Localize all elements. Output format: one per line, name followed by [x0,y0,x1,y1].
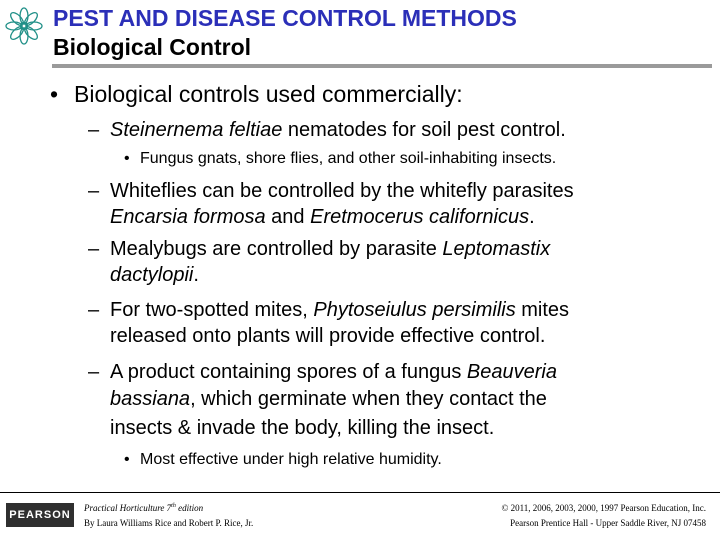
pearson-logo: PEARSON [6,503,74,527]
flower-icon [4,6,44,46]
list-item-mites [88,298,570,323]
sub-item-beauveria [124,450,442,470]
item-text: Whiteflies can be controlled by the whitefly parasites [110,180,574,202]
dash-marker: – [88,361,100,383]
dash-marker: – [88,119,100,141]
item-text: insects & invade the body, killing the insect. [110,417,495,439]
species-name: Eretmocerus californicus [310,206,530,228]
book-authors: By Laura Williams Rice and Robert P. Rice, Jr. [84,518,254,528]
species-name: Encarsia formosa [110,206,266,228]
list-item-beauveria [88,360,557,385]
item-text: , which germinate when they contact the [190,388,547,410]
list-item-steinernema [88,118,566,143]
item-text: . [529,206,535,228]
list-item-whitefly [88,179,574,204]
item-text: mites [515,299,570,321]
item-text: For two-spotted mites, [110,299,314,321]
page-subtitle: Biological Control [53,34,252,60]
book-title: Practical Horticulture 7 [84,503,172,513]
dash-marker: – [88,299,100,321]
title-divider [52,64,712,68]
item-text: Mealybugs are controlled by parasite [110,238,443,260]
species-name: Steinernema feltiae [110,119,283,141]
sub-item-steinernema [124,149,557,169]
list-item-beauveria-line2 [110,387,547,412]
list-item-whitefly-line2 [110,205,535,230]
item-text: and [265,206,311,228]
footer-divider [0,492,720,493]
book-title-line [84,501,253,516]
species-name: Leptomastix [442,238,551,260]
main-bullet [50,80,463,108]
species-name: Beauveria [466,361,557,383]
item-text: . [193,264,199,286]
copyright-text: © 2011, 2006, 2003, 2000, 1997 Pearson Education, Inc. [501,503,706,513]
bullet-marker: • [50,81,59,107]
list-item-mealybug [88,237,551,262]
item-text: released onto plants will provide effective control. [110,325,546,347]
list-item-beauveria-line3 [110,416,494,441]
item-text: nematodes for soil pest control. [282,119,566,141]
list-item-mites-line2 [110,324,545,349]
sub-item-text: Fungus gnats, shore flies, and other soil-inhabiting insects. [140,150,557,167]
book-edition: edition [175,503,204,513]
publisher-text: Pearson Prentice Hall - Upper Saddle River, NJ 07458 [510,518,706,528]
footer-book-info [84,501,253,531]
page-title: PEST AND DISEASE CONTROL METHODS [53,5,517,31]
dash-marker: – [88,238,100,260]
footer-copyright [502,501,706,531]
species-name: bassiana [110,388,191,410]
bullet-marker: • [124,451,130,468]
item-text: A product containing spores of a fungus [110,361,467,383]
list-item-mealybug-line2 [110,263,199,288]
main-bullet-text: Biological controls used commercially: [74,81,463,107]
sub-item-text: Most effective under high relative humidity. [140,451,442,468]
bullet-marker: • [124,150,130,167]
dash-marker: – [88,180,100,202]
species-name: Phytoseiulus persimilis [313,299,516,321]
species-name: dactylopii [110,264,194,286]
book-edition-sup: th [171,503,176,509]
